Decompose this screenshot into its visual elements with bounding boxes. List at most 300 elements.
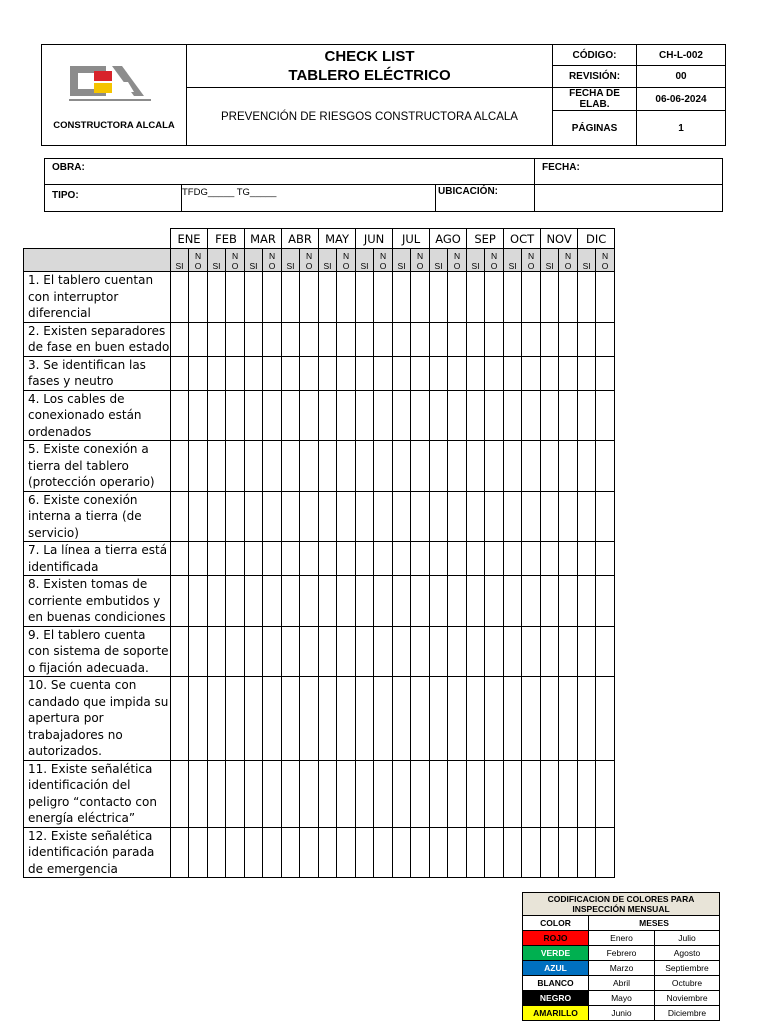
si-checkbox-cell[interactable] (282, 322, 300, 356)
si-checkbox-cell[interactable] (541, 491, 559, 542)
no-checkbox-cell[interactable] (559, 827, 578, 878)
si-checkbox-cell[interactable] (356, 356, 374, 390)
no-checkbox-cell[interactable] (263, 576, 282, 627)
no-checkbox-cell[interactable] (226, 441, 245, 492)
si-checkbox-cell[interactable] (393, 827, 411, 878)
no-checkbox-cell[interactable] (263, 356, 282, 390)
si-checkbox-cell[interactable] (245, 272, 263, 323)
si-checkbox-cell[interactable] (319, 677, 337, 761)
si-checkbox-cell[interactable] (171, 677, 189, 761)
si-checkbox-cell[interactable] (541, 441, 559, 492)
si-checkbox-cell[interactable] (319, 272, 337, 323)
si-checkbox-cell[interactable] (541, 827, 559, 878)
si-checkbox-cell[interactable] (356, 390, 374, 441)
si-checkbox-cell[interactable] (504, 272, 522, 323)
si-checkbox-cell[interactable] (467, 576, 485, 627)
si-checkbox-cell[interactable] (171, 491, 189, 542)
si-checkbox-cell[interactable] (208, 322, 226, 356)
no-checkbox-cell[interactable] (226, 272, 245, 323)
si-checkbox-cell[interactable] (578, 677, 596, 761)
no-checkbox-cell[interactable] (411, 760, 430, 827)
no-checkbox-cell[interactable] (448, 827, 467, 878)
no-checkbox-cell[interactable] (448, 272, 467, 323)
no-checkbox-cell[interactable] (411, 272, 430, 323)
fecha-field[interactable] (535, 159, 723, 185)
checklist-row (24, 272, 615, 323)
si-checkbox-cell[interactable] (171, 441, 189, 492)
si-checkbox-cell[interactable] (578, 441, 596, 492)
si-checkbox-cell[interactable] (430, 356, 448, 390)
si-checkbox-cell[interactable] (541, 272, 559, 323)
no-checkbox-cell[interactable] (337, 576, 356, 627)
no-checkbox-cell[interactable] (596, 441, 615, 492)
no-checkbox-cell[interactable] (263, 390, 282, 441)
no-checkbox-cell[interactable] (374, 576, 393, 627)
si-checkbox-cell[interactable] (541, 390, 559, 441)
no-checkbox-cell[interactable] (596, 491, 615, 542)
no-checkbox-cell[interactable] (596, 322, 615, 356)
no-checkbox-cell[interactable] (189, 760, 208, 827)
si-checkbox-cell[interactable] (245, 491, 263, 542)
si-checkbox-cell[interactable] (504, 491, 522, 542)
no-checkbox-cell[interactable] (263, 272, 282, 323)
no-checkbox-cell[interactable] (337, 356, 356, 390)
si-checkbox-cell[interactable] (171, 576, 189, 627)
si-checkbox-cell[interactable] (578, 542, 596, 576)
no-checkbox-cell[interactable] (226, 677, 245, 761)
no-checkbox-cell[interactable] (448, 576, 467, 627)
no-checkbox-cell[interactable] (485, 272, 504, 323)
si-checkbox-cell[interactable] (356, 491, 374, 542)
no-checkbox-cell[interactable] (596, 626, 615, 677)
no-checkbox-cell[interactable] (522, 677, 541, 761)
no-checkbox-cell[interactable] (263, 441, 282, 492)
si-checkbox-cell[interactable] (245, 542, 263, 576)
no-checkbox-cell[interactable] (448, 760, 467, 827)
no-checkbox-cell[interactable] (300, 272, 319, 323)
no-checkbox-cell[interactable] (559, 760, 578, 827)
si-checkbox-cell[interactable] (541, 576, 559, 627)
si-checkbox-cell[interactable] (319, 626, 337, 677)
legend-row (523, 931, 720, 946)
no-checkbox-cell[interactable] (485, 441, 504, 492)
no-checkbox-cell[interactable] (559, 542, 578, 576)
no-checkbox-cell[interactable] (522, 390, 541, 441)
no-checkbox-cell[interactable] (522, 576, 541, 627)
si-checkbox-cell[interactable] (208, 542, 226, 576)
no-checkbox-cell[interactable] (189, 491, 208, 542)
si-checkbox-cell[interactable] (208, 677, 226, 761)
si-checkbox-cell[interactable] (282, 576, 300, 627)
si-checkbox-cell[interactable] (356, 441, 374, 492)
si-checkbox-cell[interactable] (467, 542, 485, 576)
si-checkbox-cell[interactable] (467, 677, 485, 761)
no-checkbox-cell[interactable] (374, 542, 393, 576)
si-checkbox-cell[interactable] (430, 390, 448, 441)
si-checkbox-cell[interactable] (578, 576, 596, 627)
no-checkbox-cell[interactable] (374, 626, 393, 677)
si-checkbox-cell[interactable] (430, 576, 448, 627)
si-checkbox-cell[interactable] (504, 441, 522, 492)
si-checkbox-cell[interactable] (504, 322, 522, 356)
si-checkbox-cell[interactable] (208, 760, 226, 827)
si-checkbox-cell[interactable] (171, 626, 189, 677)
no-checkbox-cell[interactable] (596, 542, 615, 576)
checklist-item: 3. Se identifican las fases y neutro (24, 356, 171, 390)
no-checkbox-cell[interactable] (596, 677, 615, 761)
no-checkbox-cell[interactable] (596, 827, 615, 878)
si-checkbox-cell[interactable] (282, 441, 300, 492)
no-checkbox-cell[interactable] (485, 677, 504, 761)
si-checkbox-cell[interactable] (319, 390, 337, 441)
si-checkbox-cell[interactable] (282, 390, 300, 441)
no-checkbox-cell[interactable] (448, 322, 467, 356)
si-checkbox-cell[interactable] (171, 272, 189, 323)
no-checkbox-cell[interactable] (263, 491, 282, 542)
no-checkbox-cell[interactable] (596, 390, 615, 441)
no-checkbox-cell[interactable] (522, 272, 541, 323)
si-checkbox-cell[interactable] (282, 491, 300, 542)
no-checkbox-cell[interactable] (485, 390, 504, 441)
si-checkbox-cell[interactable] (467, 626, 485, 677)
no-checkbox-cell[interactable] (189, 272, 208, 323)
si-checkbox-cell[interactable] (208, 272, 226, 323)
si-checkbox-cell[interactable] (356, 677, 374, 761)
no-checkbox-cell[interactable] (189, 390, 208, 441)
no-checkbox-cell[interactable] (596, 576, 615, 627)
no-checkbox-cell[interactable] (411, 322, 430, 356)
no-checkbox-cell[interactable] (226, 760, 245, 827)
si-checkbox-cell[interactable] (356, 626, 374, 677)
no-checkbox-cell[interactable] (411, 626, 430, 677)
si-checkbox-cell[interactable] (393, 542, 411, 576)
si-checkbox-cell[interactable] (356, 827, 374, 878)
no-checkbox-cell[interactable] (337, 626, 356, 677)
si-checkbox-cell[interactable] (467, 760, 485, 827)
si-checkbox-cell[interactable] (504, 356, 522, 390)
no-checkbox-cell[interactable] (559, 356, 578, 390)
no-checkbox-cell[interactable] (485, 576, 504, 627)
si-checkbox-cell[interactable] (541, 356, 559, 390)
no-checkbox-cell[interactable] (559, 441, 578, 492)
checklist-row (24, 356, 615, 390)
no-checkbox-cell[interactable] (448, 491, 467, 542)
si-checkbox-cell[interactable] (467, 356, 485, 390)
no-checkbox-cell[interactable] (226, 576, 245, 627)
si-checkbox-cell[interactable] (282, 356, 300, 390)
no-checkbox-cell[interactable] (226, 491, 245, 542)
no-checkbox-cell[interactable] (448, 441, 467, 492)
no-checkbox-cell[interactable] (411, 576, 430, 627)
no-checkbox-cell[interactable] (300, 441, 319, 492)
no-checkbox-cell[interactable] (411, 827, 430, 878)
no-checkbox-cell[interactable] (522, 441, 541, 492)
si-checkbox-cell[interactable] (430, 272, 448, 323)
no-checkbox-cell[interactable] (596, 356, 615, 390)
si-checkbox-cell[interactable] (208, 491, 226, 542)
si-checkbox-cell[interactable] (393, 441, 411, 492)
no-checkbox-cell[interactable] (337, 760, 356, 827)
si-checkbox-cell[interactable] (319, 827, 337, 878)
si-checkbox-cell[interactable] (430, 827, 448, 878)
month-header: NOV (541, 229, 578, 249)
tipo-value[interactable]: TFDG_____ TG_____ (182, 185, 436, 211)
si-checkbox-cell[interactable] (393, 677, 411, 761)
no-checkbox-cell[interactable] (189, 356, 208, 390)
no-checkbox-cell[interactable] (189, 542, 208, 576)
no-checkbox-cell[interactable] (559, 322, 578, 356)
no-checkbox-cell[interactable] (226, 390, 245, 441)
si-checkbox-cell[interactable] (430, 760, 448, 827)
no-checkbox-cell[interactable] (448, 356, 467, 390)
no-checkbox-cell[interactable] (374, 356, 393, 390)
no-checkbox-cell[interactable] (374, 491, 393, 542)
si-checkbox-cell[interactable] (171, 542, 189, 576)
si-checkbox-cell[interactable] (319, 356, 337, 390)
si-checkbox-cell[interactable] (393, 390, 411, 441)
si-checkbox-cell[interactable] (171, 356, 189, 390)
no-checkbox-cell[interactable] (448, 626, 467, 677)
no-checkbox-cell[interactable] (300, 576, 319, 627)
si-checkbox-cell[interactable] (430, 441, 448, 492)
si-checkbox-cell[interactable] (430, 677, 448, 761)
no-checkbox-cell[interactable] (226, 322, 245, 356)
si-checkbox-cell[interactable] (504, 677, 522, 761)
legend-month-1: Junio (589, 1006, 655, 1021)
no-checkbox-cell[interactable] (300, 827, 319, 878)
si-checkbox-cell[interactable] (393, 760, 411, 827)
no-checkbox-cell[interactable] (337, 677, 356, 761)
no-checkbox-cell[interactable] (189, 677, 208, 761)
no-checkbox-cell[interactable] (337, 390, 356, 441)
si-checkbox-cell[interactable] (578, 827, 596, 878)
no-checkbox-cell[interactable] (263, 677, 282, 761)
no-checkbox-cell[interactable] (337, 441, 356, 492)
si-checkbox-cell[interactable] (393, 626, 411, 677)
no-checkbox-cell[interactable] (485, 491, 504, 542)
no-checkbox-cell[interactable] (522, 491, 541, 542)
si-checkbox-cell[interactable] (171, 322, 189, 356)
no-checkbox-cell[interactable] (226, 542, 245, 576)
si-checkbox-cell[interactable] (578, 272, 596, 323)
no-checkbox-cell[interactable] (374, 272, 393, 323)
no-checkbox-cell[interactable] (300, 390, 319, 441)
no-checkbox-cell[interactable] (300, 677, 319, 761)
si-checkbox-cell[interactable] (319, 542, 337, 576)
si-checkbox-cell[interactable] (504, 542, 522, 576)
no-checkbox-cell[interactable] (226, 827, 245, 878)
no-checkbox-cell[interactable] (374, 322, 393, 356)
no-checkbox-cell[interactable] (485, 322, 504, 356)
si-checkbox-cell[interactable] (541, 677, 559, 761)
si-checkbox-cell[interactable] (319, 322, 337, 356)
no-checkbox-cell[interactable] (189, 626, 208, 677)
no-checkbox-cell[interactable] (337, 322, 356, 356)
no-checkbox-cell[interactable] (374, 760, 393, 827)
si-checkbox-cell[interactable] (541, 760, 559, 827)
si-checkbox-cell[interactable] (430, 491, 448, 542)
no-checkbox-cell[interactable] (374, 390, 393, 441)
si-checkbox-cell[interactable] (467, 827, 485, 878)
no-checkbox-cell[interactable] (559, 272, 578, 323)
si-checkbox-cell[interactable] (208, 626, 226, 677)
checklist-row (24, 626, 615, 677)
no-checkbox-cell[interactable] (374, 677, 393, 761)
no-checkbox-cell[interactable] (300, 626, 319, 677)
si-checkbox-cell[interactable] (467, 272, 485, 323)
si-checkbox-cell[interactable] (541, 322, 559, 356)
no-checkbox-cell[interactable] (263, 827, 282, 878)
no-checkbox-cell[interactable] (189, 441, 208, 492)
si-checkbox-cell[interactable] (282, 542, 300, 576)
no-checkbox-cell[interactable] (374, 827, 393, 878)
no-checkbox-cell[interactable] (263, 626, 282, 677)
si-checkbox-cell[interactable] (245, 322, 263, 356)
si-checkbox-cell[interactable] (467, 491, 485, 542)
si-checkbox-cell[interactable] (356, 576, 374, 627)
no-checkbox-cell[interactable] (559, 390, 578, 441)
no-checkbox-cell[interactable] (337, 827, 356, 878)
si-checkbox-cell[interactable] (504, 760, 522, 827)
no-checkbox-cell[interactable] (485, 760, 504, 827)
si-checkbox-cell[interactable] (245, 677, 263, 761)
no-checkbox-cell[interactable] (337, 491, 356, 542)
si-checkbox-cell[interactable] (430, 626, 448, 677)
no-checkbox-cell[interactable] (374, 441, 393, 492)
no-checkbox-cell[interactable] (263, 322, 282, 356)
no-checkbox-cell[interactable] (522, 626, 541, 677)
no-checkbox-cell[interactable] (411, 441, 430, 492)
no-checkbox-cell[interactable] (559, 677, 578, 761)
si-checkbox-cell[interactable] (245, 576, 263, 627)
no-checkbox-cell[interactable] (300, 356, 319, 390)
si-checkbox-cell[interactable] (319, 760, 337, 827)
si-checkbox-cell[interactable] (393, 491, 411, 542)
si-checkbox-cell[interactable] (171, 760, 189, 827)
no-checkbox-cell[interactable] (559, 626, 578, 677)
no-checkbox-cell[interactable] (485, 542, 504, 576)
si-checkbox-cell[interactable] (504, 626, 522, 677)
no-checkbox-cell[interactable] (485, 626, 504, 677)
si-checkbox-cell[interactable] (282, 626, 300, 677)
no-checkbox-cell[interactable] (263, 760, 282, 827)
si-checkbox-cell[interactable] (356, 760, 374, 827)
si-checkbox-cell[interactable] (208, 576, 226, 627)
no-checkbox-cell[interactable] (189, 322, 208, 356)
no-checkbox-cell[interactable] (411, 390, 430, 441)
si-checkbox-cell[interactable] (578, 322, 596, 356)
no-checkbox-cell[interactable] (226, 626, 245, 677)
si-checkbox-cell[interactable] (578, 491, 596, 542)
no-checkbox-cell[interactable] (522, 322, 541, 356)
no-checkbox-cell[interactable] (448, 677, 467, 761)
si-checkbox-cell[interactable] (282, 677, 300, 761)
si-checkbox-cell[interactable] (504, 576, 522, 627)
si-checkbox-cell[interactable] (467, 390, 485, 441)
si-checkbox-cell[interactable] (171, 390, 189, 441)
meta-label-paginas: PÁGINAS (553, 111, 637, 146)
no-checkbox-cell[interactable] (189, 576, 208, 627)
si-checkbox-cell[interactable] (282, 272, 300, 323)
no-checkbox-cell[interactable] (337, 542, 356, 576)
no-checkbox-cell[interactable] (559, 576, 578, 627)
no-checkbox-cell[interactable] (448, 542, 467, 576)
si-checkbox-cell[interactable] (356, 322, 374, 356)
si-checkbox-cell[interactable] (245, 626, 263, 677)
si-checkbox-cell[interactable] (504, 390, 522, 441)
no-checkbox-cell[interactable] (300, 542, 319, 576)
no-checkbox-cell[interactable] (522, 542, 541, 576)
si-checkbox-cell[interactable] (282, 760, 300, 827)
si-checkbox-cell[interactable] (245, 827, 263, 878)
no-checkbox-cell[interactable] (522, 356, 541, 390)
no-checkbox-cell[interactable] (337, 272, 356, 323)
si-checkbox-cell[interactable] (245, 356, 263, 390)
si-checkbox-cell[interactable] (319, 441, 337, 492)
si-checkbox-cell[interactable] (393, 322, 411, 356)
si-checkbox-cell[interactable] (208, 356, 226, 390)
si-checkbox-cell[interactable] (208, 827, 226, 878)
si-checkbox-cell[interactable] (541, 542, 559, 576)
obra-field[interactable] (45, 159, 535, 185)
si-checkbox-cell[interactable] (504, 827, 522, 878)
si-checkbox-cell[interactable] (578, 390, 596, 441)
si-checkbox-cell[interactable] (171, 827, 189, 878)
si-checkbox-cell[interactable] (393, 356, 411, 390)
si-checkbox-cell[interactable] (356, 272, 374, 323)
si-checkbox-cell[interactable] (282, 827, 300, 878)
si-checkbox-cell[interactable] (541, 626, 559, 677)
si-checkbox-cell[interactable] (467, 322, 485, 356)
si-checkbox-cell[interactable] (245, 441, 263, 492)
si-checkbox-cell[interactable] (578, 626, 596, 677)
no-checkbox-cell[interactable] (522, 827, 541, 878)
si-checkbox-cell[interactable] (208, 441, 226, 492)
no-checkbox-cell[interactable] (559, 491, 578, 542)
no-checkbox-cell[interactable] (226, 356, 245, 390)
no-checkbox-cell[interactable] (596, 272, 615, 323)
si-checkbox-cell[interactable] (393, 576, 411, 627)
si-checkbox-cell[interactable] (393, 272, 411, 323)
no-checkbox-cell[interactable] (263, 542, 282, 576)
no-checkbox-cell[interactable] (411, 542, 430, 576)
no-checkbox-cell[interactable] (596, 760, 615, 827)
si-checkbox-cell[interactable] (430, 542, 448, 576)
no-checkbox-cell[interactable] (522, 760, 541, 827)
no-checkbox-cell[interactable] (411, 677, 430, 761)
no-checkbox-cell[interactable] (485, 827, 504, 878)
si-checkbox-cell[interactable] (578, 760, 596, 827)
no-checkbox-cell[interactable] (411, 356, 430, 390)
si-checkbox-cell[interactable] (245, 390, 263, 441)
si-checkbox-cell[interactable] (319, 576, 337, 627)
si-checkbox-cell[interactable] (208, 390, 226, 441)
si-checkbox-cell[interactable] (356, 542, 374, 576)
no-checkbox-cell[interactable] (189, 827, 208, 878)
si-checkbox-cell[interactable] (430, 322, 448, 356)
si-checkbox-cell[interactable] (467, 441, 485, 492)
ubicacion-field[interactable] (535, 185, 723, 212)
no-checkbox-cell[interactable] (300, 760, 319, 827)
si-checkbox-cell[interactable] (245, 760, 263, 827)
si-checkbox-cell[interactable] (319, 491, 337, 542)
no-checkbox-cell[interactable] (300, 322, 319, 356)
no-checkbox-cell[interactable] (485, 356, 504, 390)
no-checkbox-cell[interactable] (411, 491, 430, 542)
si-checkbox-cell[interactable] (578, 356, 596, 390)
no-checkbox-cell[interactable] (448, 390, 467, 441)
no-checkbox-cell[interactable] (300, 491, 319, 542)
